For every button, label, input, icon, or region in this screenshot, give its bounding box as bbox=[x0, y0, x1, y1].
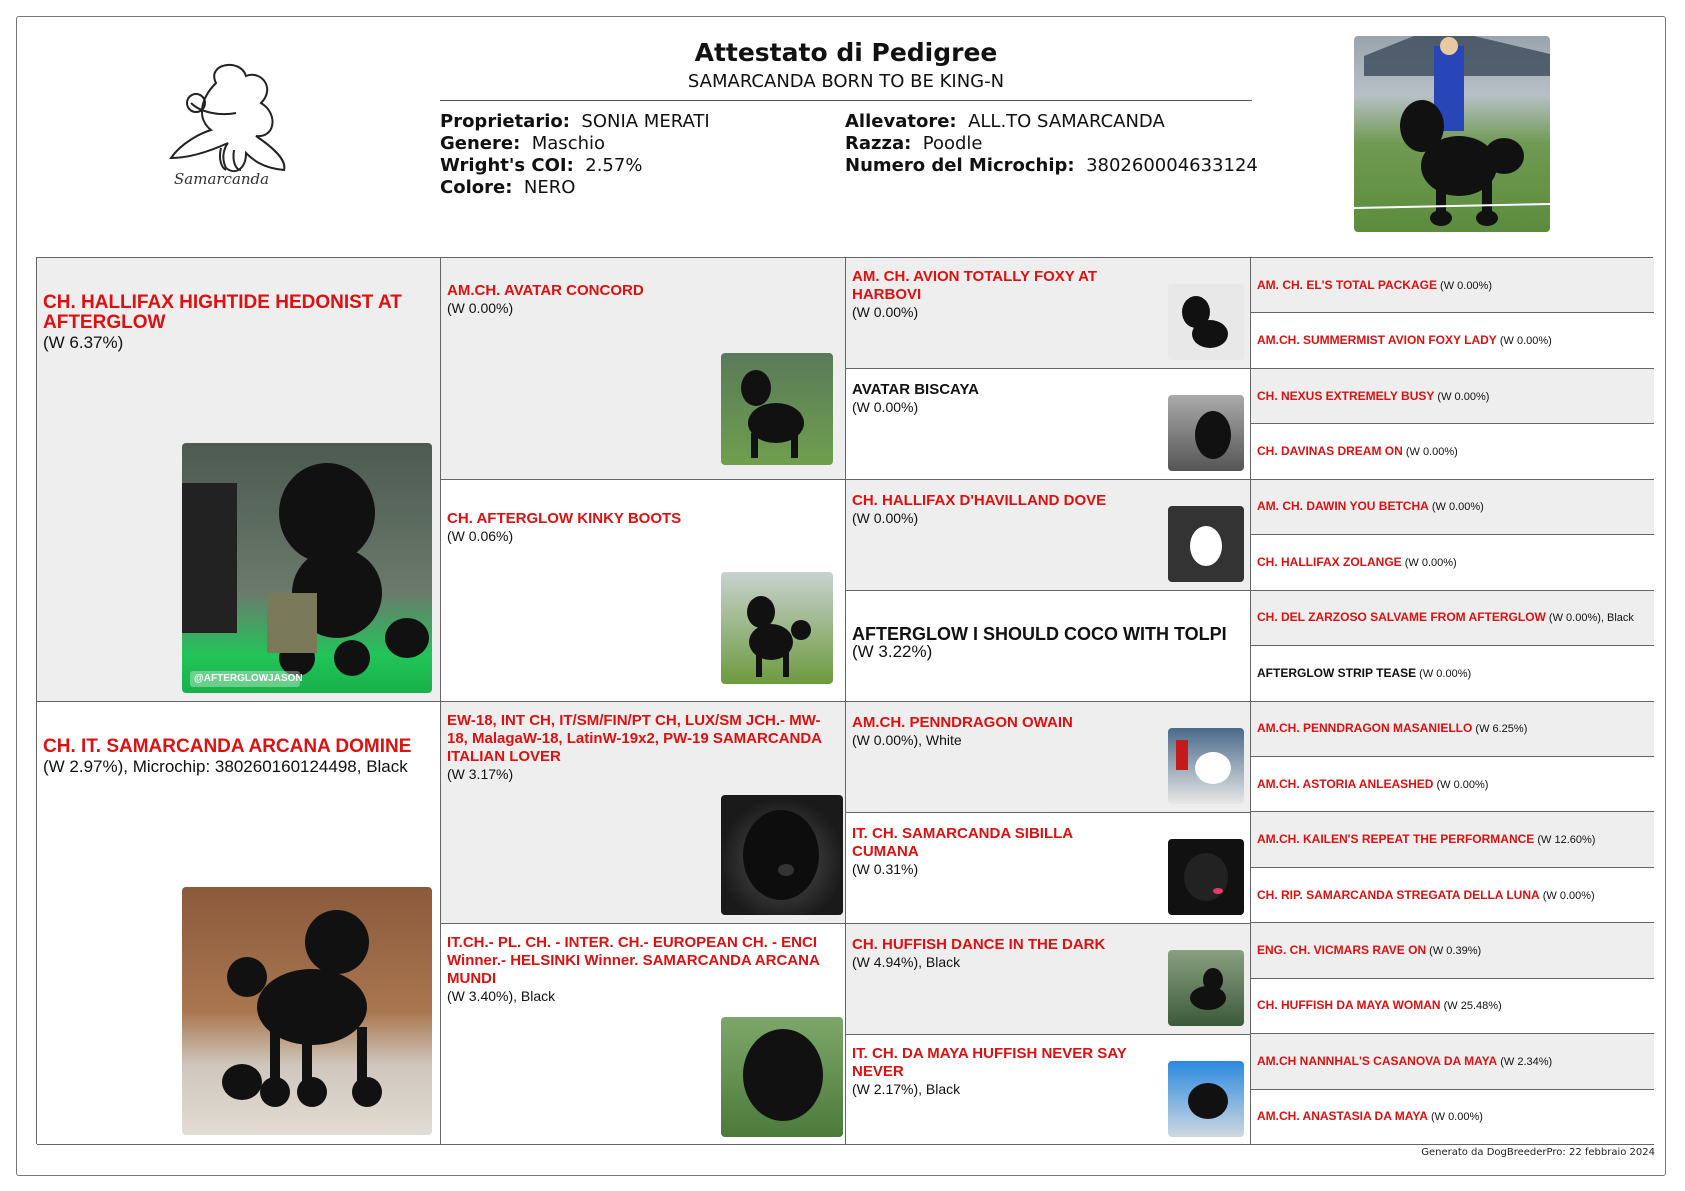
gen4-entry bbox=[1257, 887, 1648, 904]
ancestor-name: IT.CH.- PL. CH. - INTER. CH.- EUROPEAN CH. - ENCI Winner.- HELSINKI Winner. SAMARCANDA ARCANA MUNDI bbox=[447, 934, 820, 987]
ancestor-name: CH. HUFFISH DA MAYA WOMAN bbox=[1257, 998, 1441, 1013]
ancestor-details: (W 3.17%) bbox=[447, 766, 514, 782]
ancestor-details: (W 2.17%), Black bbox=[852, 1081, 961, 1097]
poodle-photo-icon bbox=[721, 1017, 843, 1137]
ancestor-name: CH. NEXUS EXTREMELY BUSY bbox=[1257, 388, 1435, 403]
gen4-cell bbox=[1251, 1034, 1654, 1089]
page-title: Attestato di Pedigree bbox=[694, 38, 998, 67]
dam-name: CH. IT. SAMARCANDA ARCANA DOMINE bbox=[43, 736, 412, 757]
gen4-cell bbox=[1251, 702, 1654, 757]
microchip-row: Numero del Microchip: 380260004633124 bbox=[845, 155, 1258, 176]
gen4-cell bbox=[1251, 480, 1654, 535]
ancestor-details: (W 0.00%), Black bbox=[1545, 612, 1634, 625]
poodle-photo-icon bbox=[721, 795, 843, 915]
ancestor-photo bbox=[1168, 506, 1244, 582]
ancestor-name: AVATAR BISCAYA bbox=[852, 381, 979, 398]
owner-value: SONIA MERATI bbox=[581, 111, 710, 132]
ancestor-details: (W 4.94%), Black bbox=[852, 954, 961, 970]
sire-cell bbox=[37, 258, 441, 702]
ancestor-name: IT. CH. DA MAYA HUFFISH NEVER SAY NEVER bbox=[852, 1045, 1127, 1080]
ancestor-details: (W 0.00%) bbox=[1436, 279, 1492, 292]
gen4-entry bbox=[1257, 498, 1648, 515]
gen4-entry bbox=[1257, 554, 1648, 571]
ancestor-name: CH. RIP. SAMARCANDA STREGATA DELLA LUNA bbox=[1257, 887, 1540, 902]
gen3-cell-8 bbox=[846, 1035, 1251, 1145]
ancestor-name: CH. DAVINAS DREAM ON bbox=[1257, 444, 1403, 459]
dam-photo bbox=[182, 887, 432, 1135]
gen4-entry bbox=[1257, 388, 1648, 405]
ancestor-details: (W 0.00%) bbox=[1416, 667, 1472, 680]
gen4-entry bbox=[1257, 665, 1648, 682]
gen4-entry bbox=[1257, 831, 1648, 848]
ancestor-name: ENG. CH. VICMARS RAVE ON bbox=[1257, 942, 1427, 957]
color-value: NERO bbox=[523, 177, 576, 198]
gen4-entry bbox=[1257, 997, 1648, 1014]
ancestor-photo bbox=[721, 572, 833, 684]
ancestor-name: AM. CH. DAWIN YOU BETCHA bbox=[1257, 499, 1429, 514]
gen3-cell-5 bbox=[846, 702, 1251, 813]
ancestor-photo bbox=[1168, 728, 1244, 804]
gen4-cell bbox=[1251, 369, 1654, 424]
ancestor-details: (W 0.00%) bbox=[852, 399, 919, 415]
gen4-cell bbox=[1251, 979, 1654, 1034]
ancestor-details: (W 2.34%) bbox=[1497, 1055, 1553, 1068]
ancestor-name: AM.CH. PENNDRAGON MASANIELLO bbox=[1257, 721, 1473, 736]
ancestor-details: (W 0.06%) bbox=[447, 528, 514, 544]
certificate-header bbox=[440, 38, 1252, 101]
ancestor-name: AM.CH. AVATAR CONCORD bbox=[447, 282, 644, 299]
gen4-cell bbox=[1251, 812, 1654, 867]
gen4-cell bbox=[1251, 757, 1654, 812]
ancestor-details: (W 0.00%) bbox=[1496, 335, 1552, 348]
ancestor-photo bbox=[1168, 950, 1244, 1026]
gen4-entry bbox=[1257, 277, 1648, 294]
ancestor-name: AM.CH. ASTORIA ANLEASHED bbox=[1257, 776, 1434, 791]
breed-row: Razza: Poodle bbox=[845, 133, 983, 154]
sire-name: CH. HALLIFAX HIGHTIDE HEDONIST AT AFTERGLOW bbox=[43, 292, 402, 333]
ancestor-details: (W 6.25%) bbox=[1472, 723, 1528, 736]
gen3-cell-4 bbox=[846, 591, 1251, 702]
ancestor-details: (W 0.00%) bbox=[1539, 889, 1595, 902]
sire-details: (W 6.37%) bbox=[43, 333, 124, 352]
gen2-cell-2 bbox=[441, 480, 846, 702]
ancestor-name: AFTERGLOW I SHOULD COCO WITH TOLPI bbox=[852, 624, 1227, 644]
gen3-cell-6 bbox=[846, 813, 1251, 924]
gen3-cell-2 bbox=[846, 369, 1251, 480]
ancestor-name: EW-18, INT CH, IT/SM/FIN/PT CH, LUX/SM JCH.- MW-18, MalagaW-18, LatinW-19x2, PW-19 SAMARCANDA ITALIAN LOVER bbox=[447, 712, 822, 765]
gen3-cell-3 bbox=[846, 480, 1251, 591]
ancestor-name: CH. AFTERGLOW KINKY BOOTS bbox=[447, 510, 682, 527]
header-divider bbox=[440, 100, 1252, 101]
main-dog-photo bbox=[1354, 36, 1550, 232]
gen4-entry bbox=[1257, 609, 1648, 626]
ancestor-details: (W 0.31%) bbox=[852, 861, 919, 877]
dam-cell bbox=[37, 702, 441, 1145]
ancestor-photo bbox=[721, 353, 833, 465]
ancestor-details: (W 25.48%) bbox=[1440, 1000, 1502, 1013]
poodle-photo-icon bbox=[1168, 395, 1244, 471]
ancestor-name: CH. HALLIFAX D'HAVILLAND DOVE bbox=[852, 492, 1107, 509]
gender-value: Maschio bbox=[531, 133, 606, 154]
gen4-cell bbox=[1251, 646, 1654, 701]
poodle-photo-icon bbox=[721, 572, 833, 684]
ancestor-photo bbox=[1168, 839, 1244, 915]
gen2-cell-4 bbox=[441, 924, 846, 1145]
gen4-cell bbox=[1251, 1090, 1654, 1145]
ancestor-photo bbox=[721, 795, 843, 915]
gen4-entry bbox=[1257, 720, 1648, 737]
poodle-photo-icon bbox=[1168, 506, 1244, 582]
gen4-entry bbox=[1257, 776, 1648, 793]
photo-watermark: @AFTERGLOWJASON bbox=[194, 673, 303, 684]
breeder-value: ALL.TO SAMARCANDA bbox=[968, 111, 1165, 132]
footer-generated: Generato da DogBreederPro: 22 febbraio 2024 bbox=[1421, 1147, 1655, 1158]
gen4-cell bbox=[1251, 424, 1654, 479]
gen4-cell bbox=[1251, 591, 1654, 646]
poodle-photo-icon bbox=[1168, 728, 1244, 804]
dog-name: SAMARCANDA BORN TO BE KING-N bbox=[687, 71, 1005, 92]
ancestor-details: (W 0.00%) bbox=[852, 304, 919, 320]
ancestor-photo bbox=[1168, 395, 1244, 471]
info-right bbox=[845, 111, 1258, 177]
ancestor-details: (W 3.40%), Black bbox=[447, 988, 556, 1004]
ancestor-details: (W 0.00%) bbox=[1401, 556, 1457, 569]
coi-value: 2.57% bbox=[585, 155, 643, 176]
gen4-entry bbox=[1257, 942, 1648, 959]
logo-text: Samarcanda bbox=[174, 170, 270, 188]
ancestor-name: AM. CH. AVION TOTALLY FOXY AT HARBOVI bbox=[852, 268, 1098, 303]
ancestor-name: AM.CH NANNHAL'S CASANOVA DA MAYA bbox=[1257, 1053, 1498, 1068]
pedigree-grid bbox=[36, 257, 1653, 1144]
gen4-cell bbox=[1251, 313, 1654, 368]
gen4-entry bbox=[1257, 1053, 1648, 1070]
gen2-cell-3 bbox=[441, 702, 846, 924]
poodle-photo-icon bbox=[721, 353, 833, 465]
gen4-cell bbox=[1251, 923, 1654, 978]
ancestor-details: (W 0.00%) bbox=[447, 300, 514, 316]
poodle-photo-icon bbox=[182, 887, 432, 1135]
ancestor-details: (W 0.00%) bbox=[1428, 501, 1484, 514]
breeder-row: Allevatore: ALL.TO SAMARCANDA bbox=[845, 111, 1165, 132]
gen2-cell-1 bbox=[441, 258, 846, 480]
ancestor-details: (W 3.22%) bbox=[852, 642, 933, 661]
poodle-photo-icon bbox=[1168, 950, 1244, 1026]
ancestor-details: (W 0.00%) bbox=[852, 510, 919, 526]
gen4-entry bbox=[1257, 443, 1648, 460]
owner-row: Proprietario: SONIA MERATI bbox=[440, 111, 710, 132]
gen4-cell bbox=[1251, 535, 1654, 590]
ancestor-name: AM.CH. PENNDRAGON OWAIN bbox=[852, 714, 1073, 731]
ancestor-details: (W 0.39%) bbox=[1426, 944, 1482, 957]
ancestor-name: AM.CH. KAILEN'S REPEAT THE PERFORMANCE bbox=[1257, 832, 1535, 847]
coi-row: Wright's COI: 2.57% bbox=[440, 155, 643, 176]
gen4-cell bbox=[1251, 868, 1654, 923]
ancestor-photo bbox=[1168, 1061, 1244, 1137]
poodle-photo-icon bbox=[1168, 1061, 1244, 1137]
ancestor-name: AM.CH. ANASTASIA DA MAYA bbox=[1257, 1109, 1428, 1124]
ancestor-details: (W 0.00%) bbox=[1434, 390, 1490, 403]
info-left bbox=[440, 111, 710, 199]
color-row: Colore: NERO bbox=[440, 177, 576, 198]
ancestor-name: IT. CH. SAMARCANDA SIBILLA CUMANA bbox=[852, 825, 1073, 860]
gen4-entry bbox=[1257, 1108, 1648, 1125]
ancestor-details: (W 0.00%) bbox=[1433, 778, 1489, 791]
gen3-cell-7 bbox=[846, 924, 1251, 1035]
ancestor-photo bbox=[1168, 284, 1244, 360]
ancestor-name: CH. DEL ZARZOSO SALVAME FROM AFTERGLOW bbox=[1257, 610, 1546, 625]
ancestor-name: AM.CH. SUMMERMIST AVION FOXY LADY bbox=[1257, 333, 1497, 348]
gen3-cell-1 bbox=[846, 258, 1251, 369]
ancestor-photo bbox=[721, 1017, 843, 1137]
gen4-cell bbox=[1251, 258, 1654, 313]
kennel-logo bbox=[166, 58, 316, 208]
ancestor-name: CH. HUFFISH DANCE IN THE DARK bbox=[852, 936, 1106, 953]
poodle-photo-icon bbox=[1168, 284, 1244, 360]
breed-value: Poodle bbox=[922, 133, 983, 154]
ancestor-details: (W 0.00%) bbox=[1427, 1111, 1483, 1124]
sire-photo bbox=[182, 443, 432, 693]
microchip-value: 380260004633124 bbox=[1086, 155, 1258, 176]
gender-row: Genere: Maschio bbox=[440, 133, 606, 154]
ancestor-name: AM. CH. EL'S TOTAL PACKAGE bbox=[1257, 277, 1437, 292]
ancestor-details: (W 12.60%) bbox=[1534, 834, 1596, 847]
ancestor-name: AFTERGLOW STRIP TEASE bbox=[1257, 665, 1417, 680]
ancestor-details: (W 0.00%), White bbox=[852, 732, 962, 748]
ancestor-name: CH. HALLIFAX ZOLANGE bbox=[1257, 554, 1402, 569]
poodle-photo-icon bbox=[182, 443, 432, 693]
ancestor-details: (W 0.00%) bbox=[1402, 446, 1458, 459]
gen4-entry bbox=[1257, 332, 1648, 349]
poodle-photo-icon bbox=[1168, 839, 1244, 915]
poodle-photo-icon bbox=[1354, 36, 1550, 232]
dam-details: (W 2.97%), Microchip: 380260160124498, Black bbox=[43, 757, 408, 776]
